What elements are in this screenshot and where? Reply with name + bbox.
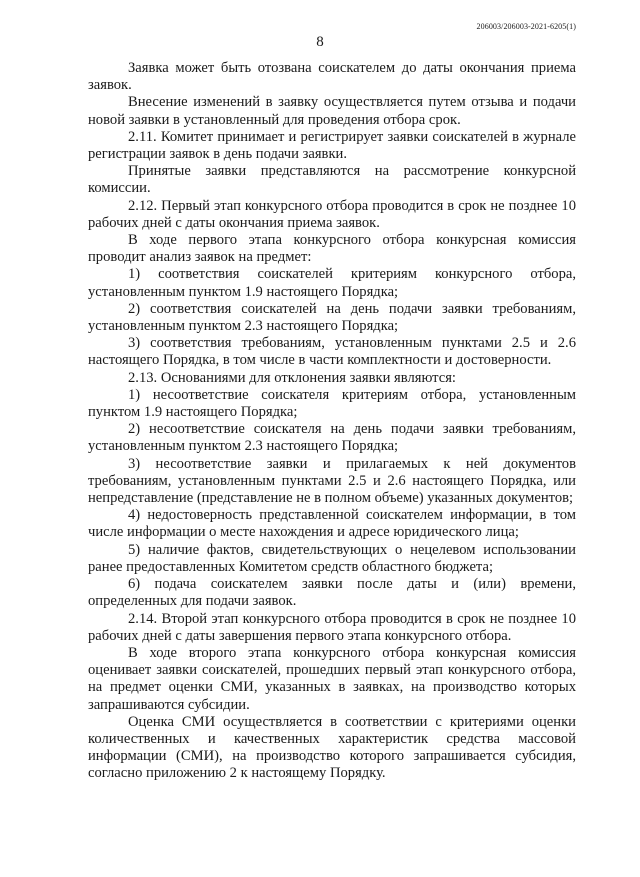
list-item: 5) наличие фактов, свидетельствующих о нецелевом использовании ранее предоставленных Комитетом средств областного бюджета; xyxy=(88,541,576,575)
paragraph: 2.13. Основаниями для отклонения заявки являются: xyxy=(128,369,456,386)
paragraph: Оценка СМИ осуществляется в соответствии с критериями оценки количественных и качественных характеристик средства массовой информации (СМИ), на производство которого запрашивается субсидия, согласно приложению 2 к настоящему Порядку. xyxy=(88,713,576,782)
paragraph: Принятые заявки представляются на рассмотрение конкурсной комиссии. xyxy=(88,163,576,197)
list-item: 3) соответствия требованиям, установленным пунктами 2.5 и 2.6 настоящего Порядка, в том числе в части комплектности и достоверности. xyxy=(88,335,576,369)
document-body xyxy=(88,60,576,783)
paragraph: 2.14. Второй этап конкурсного отбора проводится в срок не позднее 10 рабочих дней с даты завершения первого этапа конкурсного отбора. xyxy=(88,610,576,644)
list-item: 4) недостоверность представленной соискателем информации, в том числе информации о месте нахождения и адресе юридического лица; xyxy=(88,507,576,541)
list-item: 6) подача соискателем заявки после даты и (или) времени, определенных для подачи заявок. xyxy=(88,576,576,610)
paragraph: Заявка может быть отозвана соискателем до даты окончания приема заявок. xyxy=(88,60,576,94)
list-item: 3) несоответствие заявки и прилагаемых к ней документов требованиям, установленным пунктами 2.5 и 2.6 настоящего Порядка, или непредставление (представление не в полном объеме) указанных документов; xyxy=(88,455,576,507)
list-item: 1) несоответствие соискателя критериям отбора, установленным пунктом 1.9 настоящего Порядка; xyxy=(88,386,576,421)
paragraph: Внесение изменений в заявку осуществляется путем отзыва и подачи новой заявки в установленный для проведения отбора срок. xyxy=(88,94,576,128)
paragraph: В ходе второго этапа конкурсного отбора конкурсная комиссия оценивает заявки соискателей, прошедших первый этап конкурсного отбора, на предмет оценки СМИ, указанных в заявках, на производство которых запрашиваются субсидии. xyxy=(88,644,576,713)
list-item: 2) соответствия соискателей на день подачи заявки требованиям, установленным пунктом 2.3 настоящего Порядка; xyxy=(88,300,576,335)
list-item: 1) соответствия соискателей критериям конкурсного отбора, установленным пунктом 1.9 настоящего Порядка; xyxy=(88,266,576,300)
paragraph: В ходе первого этапа конкурсного отбора конкурсная комиссия проводит анализ заявок на предмет: xyxy=(88,232,576,266)
paragraph: 2.11. Комитет принимает и регистрирует заявки соискателей в журнале регистрации заявок в день подачи заявки. xyxy=(88,128,576,163)
list-item: 2) несоответствие соискателя на день подачи заявки требованиям, установленным пунктом 2.3 настоящего Порядка; xyxy=(88,421,576,455)
page-number: 8 xyxy=(316,34,324,50)
document-id: 206003/206003-2021-6205(1) xyxy=(476,22,576,31)
paragraph: 2.12. Первый этап конкурсного отбора проводится в срок не позднее 10 рабочих дней с даты окончания приема заявок. xyxy=(88,197,576,231)
